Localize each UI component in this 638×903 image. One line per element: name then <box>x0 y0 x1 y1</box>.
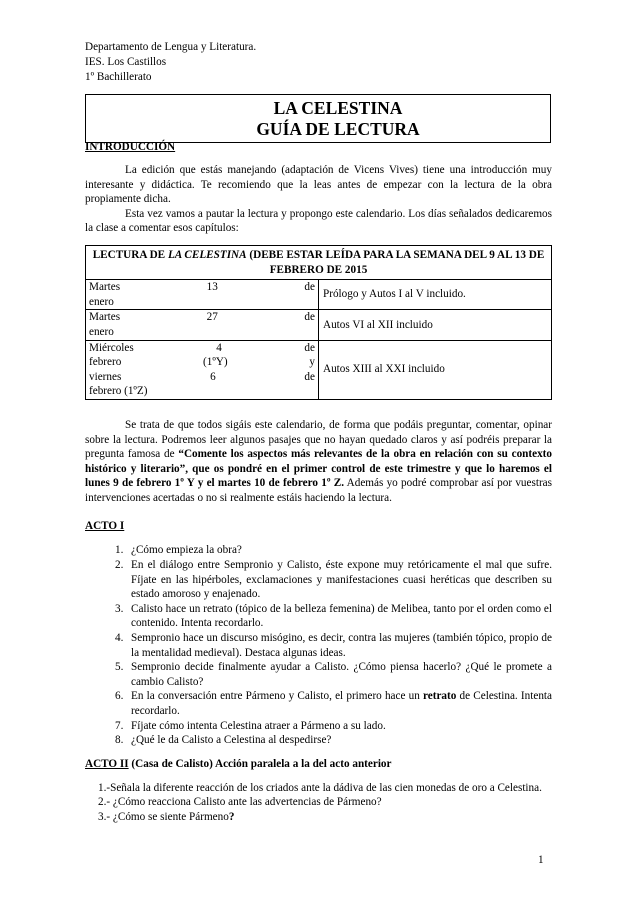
item-number: 4. <box>115 632 124 645</box>
list-item <box>115 719 552 734</box>
calendar-heading-prefix: LECTURA DE <box>92 248 168 261</box>
acto-2-heading: ACTO II <box>85 757 129 770</box>
item-number: 6. <box>115 690 124 703</box>
body-text-start: Se trata de que todos sigáis este calendario, de forma que podáis preguntar, comentar, opinar sobre la lectura. Podremos leer algunos pasajes que no hayan quedado claros y así podréis preparar la pregunta famosa de <box>85 418 552 461</box>
body-paragraph <box>85 418 552 506</box>
item-number: 2. <box>115 559 124 572</box>
item-text: Fíjate cómo intenta Celestina atraer a Pármeno a su lado. <box>131 719 386 732</box>
calendar-date <box>86 310 319 340</box>
calendar-content: Autos XIII al XXI incluido <box>319 340 552 399</box>
calendar-row <box>86 340 552 399</box>
item-text: ¿Qué le da Calisto a Celestina al despedirse? <box>131 734 332 747</box>
page-number: 1 <box>538 854 544 866</box>
department-line: Departamento de Lengua y Literatura. <box>85 41 257 53</box>
acto-1-heading: ACTO I <box>85 520 125 533</box>
calendar-heading <box>86 245 552 279</box>
list-item <box>115 660 552 689</box>
list-item <box>115 558 552 602</box>
date-line: febrero (1ºY) y <box>89 356 315 369</box>
calendar-heading-suffix: (DEBE ESTAR LEÍDA PARA LA SEMANA DEL 9 AL 13 DE FEBRERO DE 2015 <box>246 248 545 276</box>
date-line: Martes 27 de <box>89 311 315 324</box>
calendar-heading-italic: LA CELESTINA <box>167 248 247 261</box>
calendar-row <box>86 280 552 310</box>
list-item <box>115 543 552 558</box>
course-line: 1º Bachillerato <box>85 71 152 83</box>
acto-2-subheading: (Casa de Calisto) Acción paralela a la del acto anterior <box>128 757 392 770</box>
list-item <box>115 733 552 748</box>
body-text-end: Además yo podré comprobar así por vuestras intervenciones acertadas o no si realmente estáis haciendo la lectura. <box>85 477 552 504</box>
intro-paragraph-1: La edición que estás manejando (adaptación de Vicens Vives) tiene una introducción muy interesante y didáctica. Te recomiendo que la leas antes de empezar con la lectura de la obra propiamente dicha. <box>85 164 552 206</box>
school-line: IES. Los Castillos <box>85 56 167 68</box>
acto-1-questions <box>85 543 552 747</box>
item-text: de Celestina. Intenta recordarlo. <box>131 690 552 717</box>
item-text-bold: retrato <box>423 690 457 703</box>
title-sub: GUÍA DE LECTURA <box>256 119 420 139</box>
item-text: En la conversación entre Pármeno y Calisto, el primero hace un <box>131 690 424 703</box>
item-text: Calisto hace un retrato (tópico de la belleza femenina) de Melibea, tanto por el orden como el contenido. Intenta recordarlo. <box>131 602 552 630</box>
question-text: 3.- ¿Cómo se siente Pármeno <box>98 810 229 823</box>
acto-2-questions <box>98 781 552 825</box>
item-text: ¿Cómo empieza la obra? <box>131 544 242 557</box>
body-text-bold: “Comente los aspectos más relevantes de la obra en relación con su contexto histórico y literario”, que os pondré en el primer control de este trimestre y que lo haremos el lunes 9 de febrero 1º Y y el martes 10 de febrero 1º Z. <box>85 448 552 490</box>
item-number: 5. <box>115 661 124 674</box>
intro-heading: INTRODUCCIÓN <box>85 141 176 153</box>
date-line: febrero (1ºZ) <box>89 385 148 398</box>
reading-calendar-table <box>85 245 552 400</box>
date-line: Martes 13 de <box>89 281 315 294</box>
item-number: 7. <box>115 719 124 732</box>
calendar-row <box>86 310 552 340</box>
calendar-content: Autos VI al XII incluido <box>319 310 552 340</box>
title-box <box>85 94 551 143</box>
item-text: En el diálogo entre Sempronio y Calisto, éste expone muy retóricamente el mal que sufre. Fíjate en las hipérboles, exclamaciones y manifestaciones cuasi heréticas que describen su estado amoroso y enajenado. <box>131 559 552 601</box>
question-mark-bold: ? <box>228 810 235 823</box>
acto-2-heading-line <box>85 757 552 772</box>
calendar-content: Prólogo y Autos I al V incluido. <box>319 280 552 310</box>
acto-2-question-3 <box>98 810 552 825</box>
calendar-date <box>86 280 319 310</box>
item-number: 8. <box>115 734 124 747</box>
list-item <box>115 602 552 631</box>
item-text: Sempronio hace un discurso misógino, es decir, contra las mujeres (también tópico, propio de la mentalidad medieval). Destaca algunas ideas. <box>131 632 552 659</box>
calendar-date <box>86 340 319 399</box>
list-item <box>115 631 552 660</box>
item-number: 1. <box>115 544 124 557</box>
acto-2-question-2: 2.- ¿Cómo reacciona Calisto ante las advertencias de Pármeno? <box>98 796 382 809</box>
date-line: enero <box>89 325 114 338</box>
intro-paragraph-2: Esta vez vamos a pautar la lectura y propongo este calendario. Los días señalados dedicaremos la clase a comentar esos capítulos: <box>85 207 552 235</box>
item-text: Sempronio decide finalmente ayudar a Calisto. ¿Cómo piensa hacerlo? ¿Qué le promete a cambio Calisto? <box>131 661 552 688</box>
item-number: 3. <box>115 602 124 615</box>
date-line: viernes 6 de <box>89 370 315 383</box>
date-line: enero <box>89 295 114 308</box>
acto-2-question-1: 1.-Señala la diferente reacción de los criados ante la dádiva de las cien monedas de oro a Celestina. <box>98 781 542 794</box>
date-line: Miércoles 4 de <box>89 341 315 354</box>
list-item <box>115 689 552 718</box>
document-page <box>85 40 552 825</box>
title-main: LA CELESTINA <box>273 98 403 118</box>
